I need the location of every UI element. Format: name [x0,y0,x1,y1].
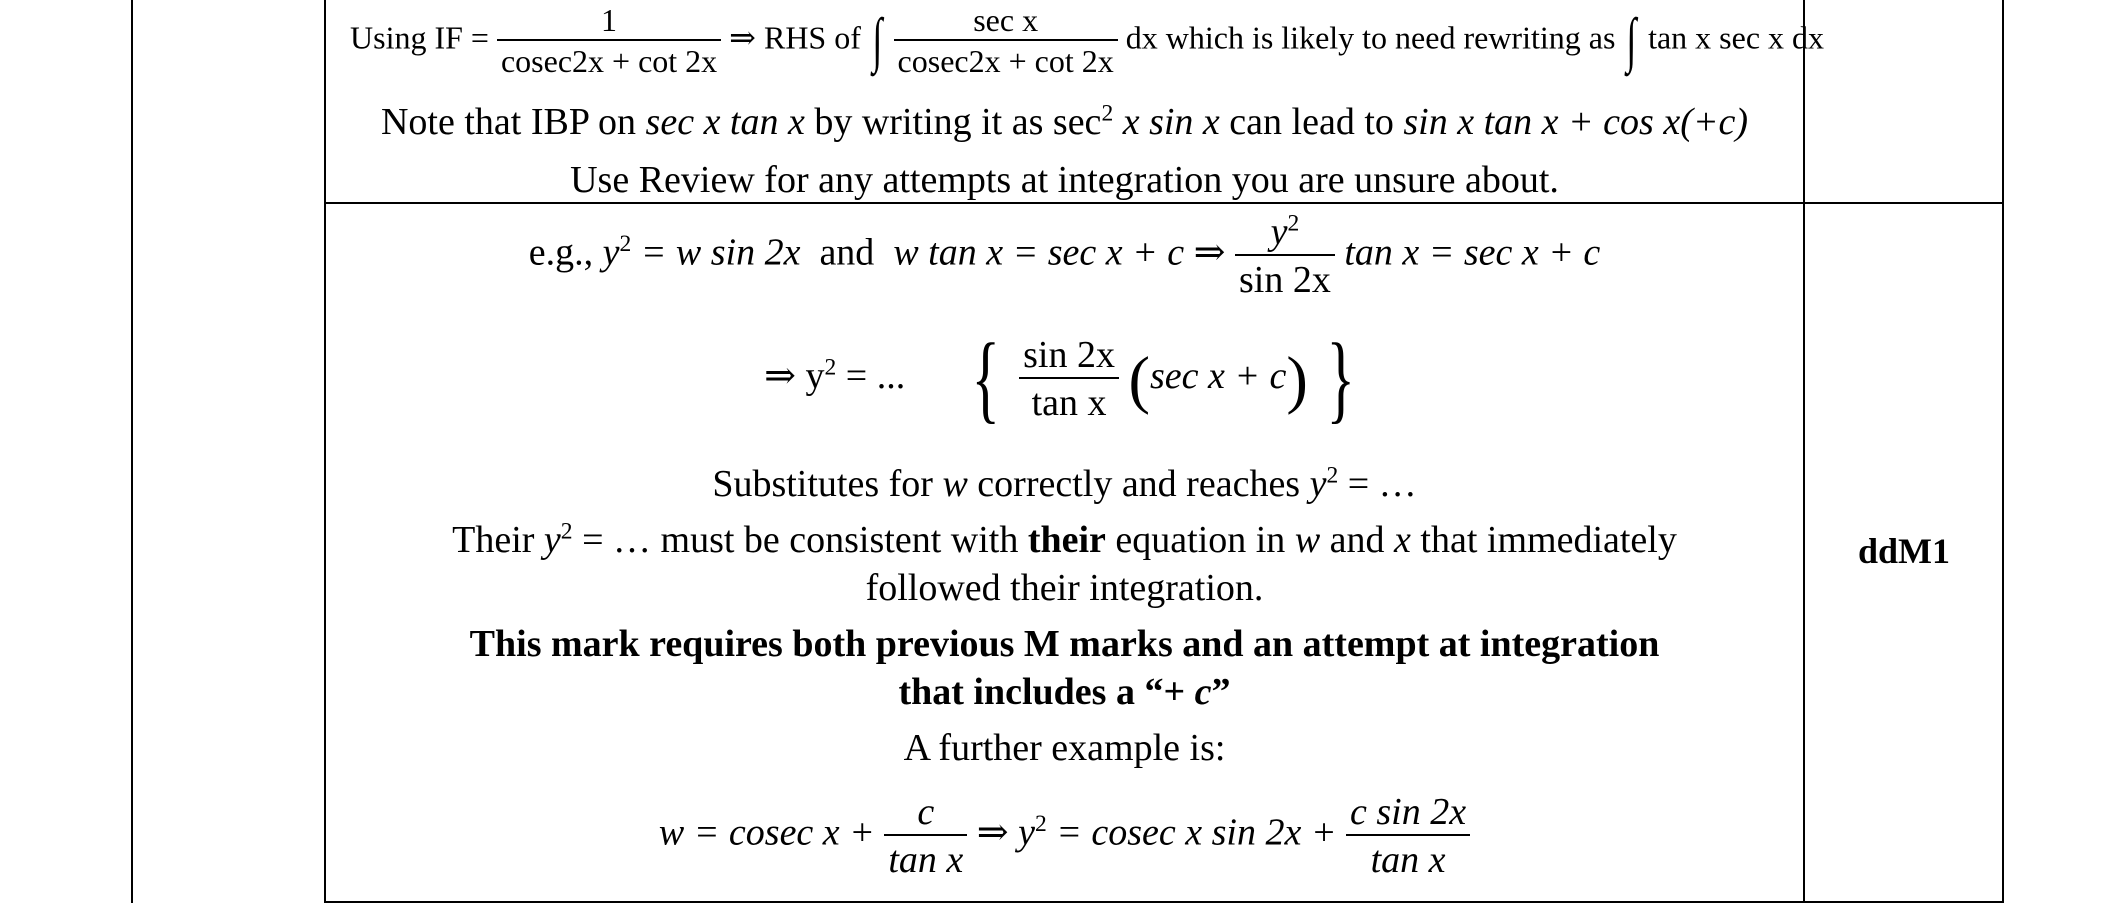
their-d: and [1329,519,1385,561]
table-col-divider-2 [1803,0,1805,903]
right-brace: } [1326,324,1356,433]
their-a: Their [452,519,535,561]
rhs-text: ⇒ RHS of [729,19,861,56]
their-x: x [1394,519,1411,561]
table-left-border [131,0,133,903]
eg-eq1-sup: 2 [619,231,632,258]
fx-fraction-2-numerator: c sin 2x [1350,791,1467,833]
fx-fraction-1 [884,790,967,882]
subs-c: = … [1347,463,1417,505]
eg-fraction-num-sup: 2 [1287,210,1300,237]
ibp-note-c: can lead to [1229,101,1394,143]
fx-a: w = cosec x + [658,811,875,854]
their-bold: their [1027,519,1106,561]
ibp-note-b: by writing it as [814,101,1044,143]
fx-c: = cosec x sin 2x + [1056,811,1337,854]
bold-line2-a: that includes a “+ [898,671,1186,713]
their-w: w [1294,519,1321,561]
subs-sup: 2 [1326,462,1339,489]
table-right-border [2002,0,2004,903]
their-c: equation in [1115,519,1286,561]
mark-label: ddM1 [1857,531,1951,571]
eg-label: e.g., [528,231,594,274]
bold-requirement-line-2 [326,670,1803,714]
subs-b: correctly and reaches [977,463,1301,505]
eg-eq1-y: y [602,231,620,274]
line2-paren-content: sec x + c [1150,355,1287,398]
fx-fraction-2-denominator: tan x [1346,834,1470,882]
their-sup: 2 [560,518,573,545]
ibp-expr-2 [1053,101,1220,143]
eg-eq1-rest: = w sin 2x [640,231,801,274]
example-line-1 [326,210,1803,302]
line2-fraction-numerator: sin 2x [1023,334,1115,377]
eg-fraction-numerator [1235,210,1335,254]
eg-fraction [1235,210,1335,302]
if-fraction-numerator: 1 [601,2,618,38]
and-word: and [819,231,875,274]
review-note: Use Review for any attempts at integration you are unsure about. [570,159,1559,201]
integral-sign: ∫ [872,6,883,74]
if-prefix: Using IF = [350,19,489,56]
subs-w: w [942,463,968,505]
line2-sup: 2 [824,354,837,381]
if-fraction-denominator: cosec2x + cot 2x [497,39,721,80]
rewrite-text: dx which is likely to need rewriting as [1125,19,1616,56]
integral-sign-2: ∫ [1626,6,1637,74]
line2-implies-y: ⇒ y [764,355,825,398]
their-line-1 [326,518,1803,562]
ibp-note-line [326,100,1803,144]
bold-line2-c: c [1194,671,1212,713]
if-line [350,2,1825,80]
left-paren: ( [1128,343,1150,416]
their-b: = … must be consistent with [582,519,1019,561]
eg-eq2: w tan x = sec x + c ⇒ [893,231,1226,274]
fx-fraction-1-numerator: c [917,791,935,833]
substitutes-line [326,462,1803,506]
line2-equals: = ... [845,355,906,398]
eg-after-fraction: tan x = sec x + c [1344,231,1601,274]
ibp-expr-2-sec: sec [1052,101,1102,143]
line2-fraction [1019,333,1119,425]
their-e: that immediately [1420,519,1677,561]
further-example-label: A further example is: [903,727,1226,769]
eg-fraction-denominator: sin 2x [1235,254,1335,302]
their-line-2: followed their integration. [865,567,1264,609]
ibp-expr-2-rest: x sin x [1122,101,1220,143]
bold-requirement-line-1: This mark requires both previous M marks and an attempt at integration [469,623,1660,665]
further-example-equation [326,790,1803,882]
ibp-expr-3: sin x tan x + cos x(+c) [1403,101,1749,143]
bold-line2-b: ” [1211,671,1231,713]
ibp-expr-2-sup: 2 [1101,100,1114,127]
fx-b: ⇒ y [976,811,1035,854]
eg-fraction-num-y: y [1270,211,1288,253]
rhs-integrand-fraction [894,2,1118,80]
rhs-integrand-numerator: sec x [973,2,1039,38]
right-paren: ) [1286,343,1308,416]
rewrite-integrand: tan x sec x dx [1648,19,1825,56]
fx-fraction-1-denominator: tan x [884,834,967,882]
fx-fraction-2 [1346,790,1470,882]
ibp-expr-1: sec x tan x [645,101,805,143]
subs-y: y [1309,463,1327,505]
line2-fraction-denominator: tan x [1019,377,1119,425]
example-line-2 [326,324,1803,433]
subs-a: Substitutes for [712,463,933,505]
ibp-note-a: Note that IBP on [380,101,637,143]
their-y: y [543,519,561,561]
rhs-integrand-denominator: cosec2x + cot 2x [894,39,1118,80]
row-divider [324,202,2004,204]
if-fraction [497,2,721,80]
left-brace: { [971,324,1001,433]
fx-sup: 2 [1034,811,1047,838]
